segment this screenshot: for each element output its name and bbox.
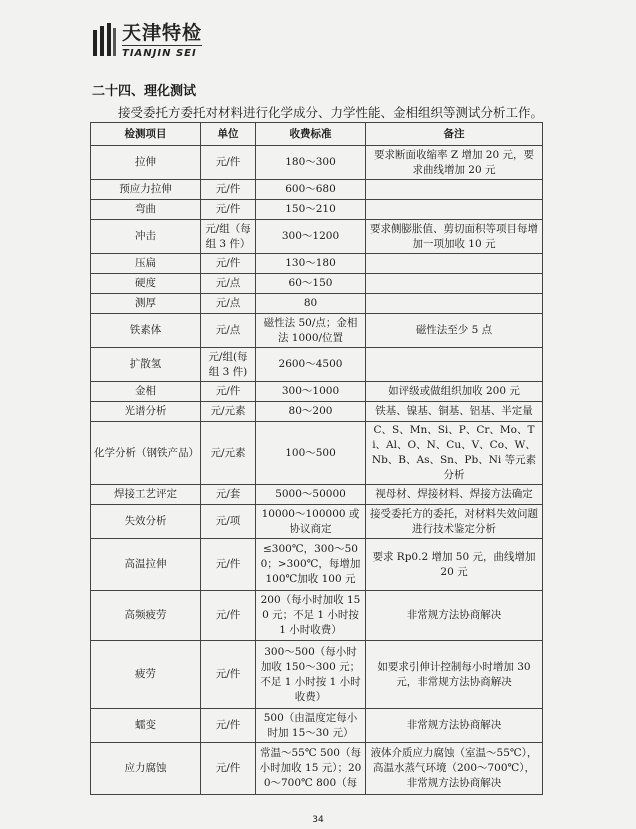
- cell-fee: 180～300: [256, 146, 366, 180]
- header-note: 备注: [366, 123, 543, 146]
- cell-item: 硬度: [91, 274, 201, 294]
- cell-note: [366, 200, 543, 220]
- cell-fee: 10000～100000 或协议商定: [256, 505, 366, 539]
- cell-fee: 5000～50000: [256, 485, 366, 505]
- table-row: [91, 505, 543, 539]
- cell-note: 如评级或做组织加收 200 元: [366, 382, 543, 402]
- cell-note: 非常规方法协商解决: [366, 591, 543, 641]
- cell-item: 测厚: [91, 294, 201, 314]
- cell-unit: 元/套: [201, 485, 256, 505]
- table-row: [91, 274, 543, 294]
- cell-note: 视母材、焊接材料、焊接方法确定: [366, 485, 543, 505]
- cell-item: 应力腐蚀: [91, 743, 201, 795]
- cell-unit: 元/元素: [201, 402, 256, 422]
- cell-fee: ≤300℃，300～500；>300℃，每增加 100℃加收 100 元: [256, 539, 366, 591]
- cell-note: 接受委托方的委托，对材料失效问题进行技术鉴定分析: [366, 505, 543, 539]
- cell-item: 蠕变: [91, 709, 201, 743]
- header-fee: 收费标准: [256, 123, 366, 146]
- table-row: [91, 743, 543, 795]
- cell-item: 高温拉伸: [91, 539, 201, 591]
- cell-fee: 300～1200: [256, 220, 366, 254]
- cell-item: 弯曲: [91, 200, 201, 220]
- cell-note: 液体介质应力腐蚀（室温～55℃），高温水蒸气环境（200～700℃），非常规方法协商解决: [366, 743, 543, 795]
- cell-note: C、S、Mn、Si、P、Cr、Mo、Ti、Al、O、N、Cu、V、Co、W、Nb、B、As、Sn、Pb、Ni 等元素分析: [366, 422, 543, 485]
- cell-note: 要求侧膨胀值、剪切面积等项目每增加一项加收 10 元: [366, 220, 543, 254]
- cell-unit: 元/件: [201, 200, 256, 220]
- cell-item: 化学分析（钢铁产品）: [91, 422, 201, 485]
- cell-unit: 元/件: [201, 180, 256, 200]
- header-unit: 单位: [201, 123, 256, 146]
- cell-unit: 元/点: [201, 274, 256, 294]
- cell-unit: 元/件: [201, 539, 256, 591]
- table-row: [91, 709, 543, 743]
- cell-item: 铁素体: [91, 314, 201, 348]
- cell-fee: 2600～4500: [256, 348, 366, 382]
- cell-item: 高频疲劳: [91, 591, 201, 641]
- cell-fee: 80～200: [256, 402, 366, 422]
- cell-unit: 元/件: [201, 743, 256, 795]
- cell-unit: 元/件: [201, 709, 256, 743]
- section-intro: 接受委托方委托对材料进行化学成分、力学性能、金相组织等测试分析工作。: [118, 105, 544, 120]
- table-row: [91, 641, 543, 709]
- cell-unit: 元/件: [201, 254, 256, 274]
- table-row: [91, 180, 543, 200]
- fee-table: [90, 122, 543, 795]
- cell-note: 磁性法至少 5 点: [366, 314, 543, 348]
- cell-item: 疲劳: [91, 641, 201, 709]
- cell-item: 失效分析: [91, 505, 201, 539]
- logo-chinese-name: 天津特检: [122, 21, 203, 44]
- cell-fee: 60～150: [256, 274, 366, 294]
- cell-note: 如要求引伸计控制每小时增加 30 元，非常规方法协商解决: [366, 641, 543, 709]
- table-row: [91, 591, 543, 641]
- logo-english-name: TIANJIN SEI: [122, 47, 197, 59]
- cell-item: 光谱分析: [91, 402, 201, 422]
- cell-note: 要求断面收缩率 Z 增加 20 元，要求曲线增加 20 元: [366, 146, 543, 180]
- table-row: [91, 200, 543, 220]
- table-row: [91, 539, 543, 591]
- cell-unit: 元/组（每组 3 件）: [201, 220, 256, 254]
- cell-fee: 100～500: [256, 422, 366, 485]
- cell-note: 铁基、镍基、铜基、铝基、半定量: [366, 402, 543, 422]
- cell-fee: 常温～55℃ 500（每小时加收 15 元）；200～700℃ 800（每: [256, 743, 366, 795]
- table-row: [91, 348, 543, 382]
- cell-unit: 元/件: [201, 382, 256, 402]
- cell-fee: 500（由温度定每小时加 15～30 元）: [256, 709, 366, 743]
- cell-unit: 元/点: [201, 314, 256, 348]
- cell-note: [366, 274, 543, 294]
- cell-note: [366, 294, 543, 314]
- cell-unit: 元/组(每组 3 件): [201, 348, 256, 382]
- table-row: [91, 254, 543, 274]
- table-row: [91, 485, 543, 505]
- cell-fee: 150～210: [256, 200, 366, 220]
- cell-fee: 200（每小时加收 150 元；不足 1 小时按 1 小时收费）: [256, 591, 366, 641]
- company-logo: [92, 18, 202, 62]
- cell-fee: 600～680: [256, 180, 366, 200]
- page-number: 34: [312, 815, 324, 825]
- header-item: 检测项目: [91, 123, 201, 146]
- cell-item: 压扁: [91, 254, 201, 274]
- cell-item: 金相: [91, 382, 201, 402]
- table-header-row: [91, 123, 543, 146]
- cell-item: 预应力拉伸: [91, 180, 201, 200]
- cell-unit: 元/项: [201, 505, 256, 539]
- cell-unit: 元/点: [201, 294, 256, 314]
- logo-mark-icon: [92, 22, 118, 58]
- table-row: [91, 382, 543, 402]
- cell-item: 拉伸: [91, 146, 201, 180]
- cell-note: 非常规方法协商解决: [366, 709, 543, 743]
- cell-fee: 130～180: [256, 254, 366, 274]
- cell-fee: 300～500（每小时加收 150～300 元；不足 1 小时按 1 小时收费）: [256, 641, 366, 709]
- cell-note: [366, 180, 543, 200]
- cell-note: 要求 Rp0.2 增加 50 元，曲线增加 20 元: [366, 539, 543, 591]
- cell-fee: 80: [256, 294, 366, 314]
- table-row: [91, 402, 543, 422]
- table-row: [91, 422, 543, 485]
- table-row: [91, 314, 543, 348]
- section-title: 二十四、理化测试: [92, 84, 197, 99]
- cell-item: 冲击: [91, 220, 201, 254]
- cell-fee: 300～1000: [256, 382, 366, 402]
- cell-fee: 磁性法 50/点；金相法 1000/位置: [256, 314, 366, 348]
- cell-unit: 元/元素: [201, 422, 256, 485]
- cell-item: 扩散氢: [91, 348, 201, 382]
- table-row: [91, 146, 543, 180]
- cell-item: 焊接工艺评定: [91, 485, 201, 505]
- cell-unit: 元/件: [201, 641, 256, 709]
- table-row: [91, 294, 543, 314]
- cell-unit: 元/件: [201, 591, 256, 641]
- cell-unit: 元/件: [201, 146, 256, 180]
- cell-note: [366, 348, 543, 382]
- cell-note: [366, 254, 543, 274]
- table-row: [91, 220, 543, 254]
